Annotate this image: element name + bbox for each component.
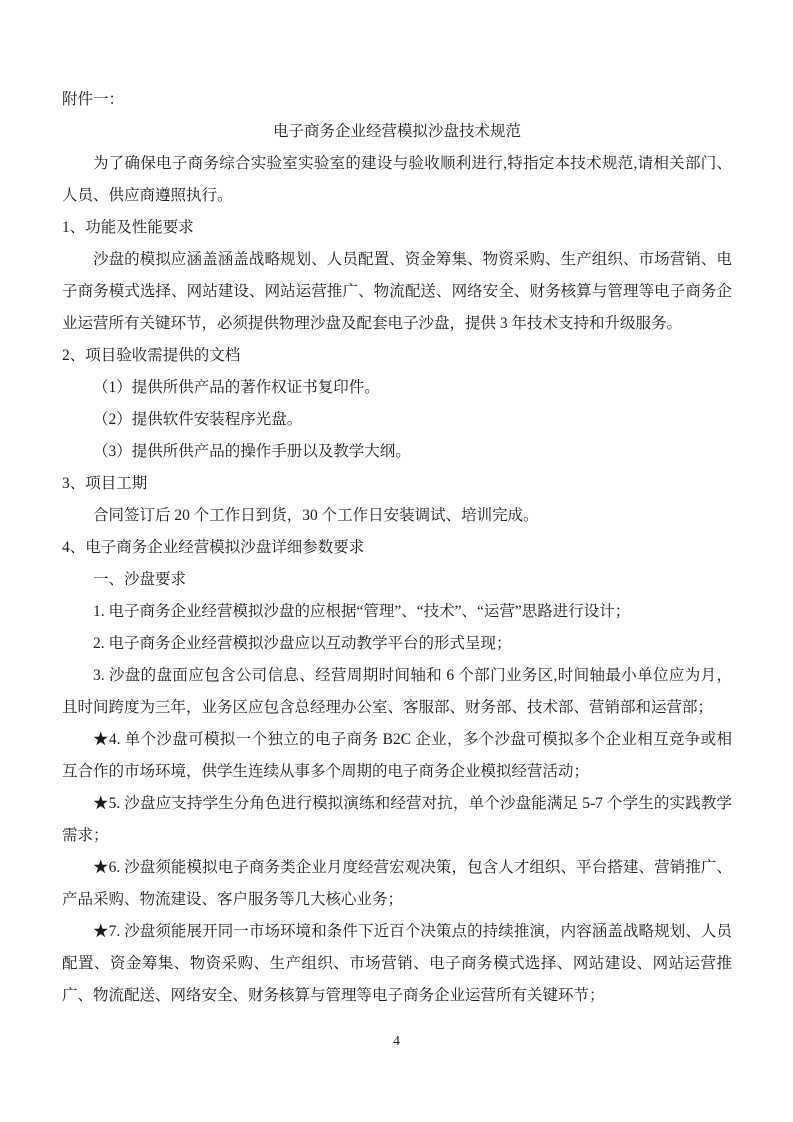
document-title: 电子商务企业经营模拟沙盘技术规范 bbox=[272, 123, 521, 140]
spec-item-5: ★5. 沙盘应支持学生分角色进行模拟演练和经营对抗，单个沙盘能满足 5-7 个学生的实践教学需求； bbox=[62, 795, 732, 844]
section-2-item-2: （2）提供软件安装程序光盘。 bbox=[93, 411, 303, 428]
section-1-paragraph: 沙盘的模拟应涵盖涵盖战略规划、人员配置、资金筹集、物资采购、生产组织、市场营销、电子商务模式选择、网站建设、网站运营推广、物流配送、网络安全、财务核算与管理等电子商务企业运营所有关键环节，必须提供物理沙盘及配套电子沙盘，提供 3 年技术支持和升级服务。 bbox=[62, 251, 732, 332]
spec-item-4: ★4. 单个沙盘可模拟一个独立的电子商务 B2C 企业，多个沙盘可模拟多个企业相互竞争或相互合作的市场环境，供学生连续从事多个周期的电子商务企业模拟经营活动； bbox=[62, 731, 732, 780]
intro-paragraph: 为了确保电子商务综合实验室实验室的建设与验收顺利进行,特指定本技术规范,请相关部门、人员、供应商遵照执行。 bbox=[62, 155, 732, 204]
spec-item-3: 3. 沙盘的盘面应包含公司信息、经营周期时间轴和 6 个部门业务区,时间轴最小单位应为月，且时间跨度为三年，业务区应包含总经理办公室、客服部、财务部、技术部、营销部和运营部； bbox=[62, 667, 732, 716]
section-2-item-1: （1）提供所供产品的著作权证书复印件。 bbox=[93, 379, 380, 396]
section-4-subheading: 一、沙盘要求 bbox=[93, 571, 187, 588]
section-2-heading: 2、项目验收需提供的文档 bbox=[62, 347, 241, 364]
attachment-label: 附件一： bbox=[62, 91, 125, 108]
section-2-item-3: （3）提供所供产品的操作手册以及教学大纲。 bbox=[93, 443, 411, 460]
spec-item-7: ★7. 沙盘须能展开同一市场环境和条件下近百个决策点的持续推演，内容涵盖战略规划、人员配置、资金筹集、物资采购、生产组织、市场营销、电子商务模式选择、网站建设、网站运营推广、物流配送、网络安全、财务核算与管理等电子商务企业运营所有关键环节； bbox=[62, 923, 732, 1004]
spec-item-2: 2. 电子商务企业经营模拟沙盘应以互动教学平台的形式呈现； bbox=[93, 635, 512, 652]
section-4-heading: 4、电子商务企业经营模拟沙盘详细参数要求 bbox=[62, 539, 365, 556]
section-1-heading: 1、功能及性能要求 bbox=[62, 219, 194, 236]
section-3-paragraph: 合同签订后 20 个工作日到货，30 个工作日安装调试、培训完成。 bbox=[93, 507, 539, 524]
spec-item-6: ★6. 沙盘须能模拟电子商务类企业月度经营宏观决策，包含人才组织、平台搭建、营销推广、产品采购、物流建设、客户服务等几大核心业务； bbox=[62, 859, 732, 908]
spec-item-1: 1. 电子商务企业经营模拟沙盘的应根据“管理”、“技术”、“运营”思路进行设计； bbox=[93, 603, 631, 620]
section-3-heading: 3、项目工期 bbox=[62, 475, 148, 492]
page-number: 4 bbox=[393, 1034, 400, 1049]
